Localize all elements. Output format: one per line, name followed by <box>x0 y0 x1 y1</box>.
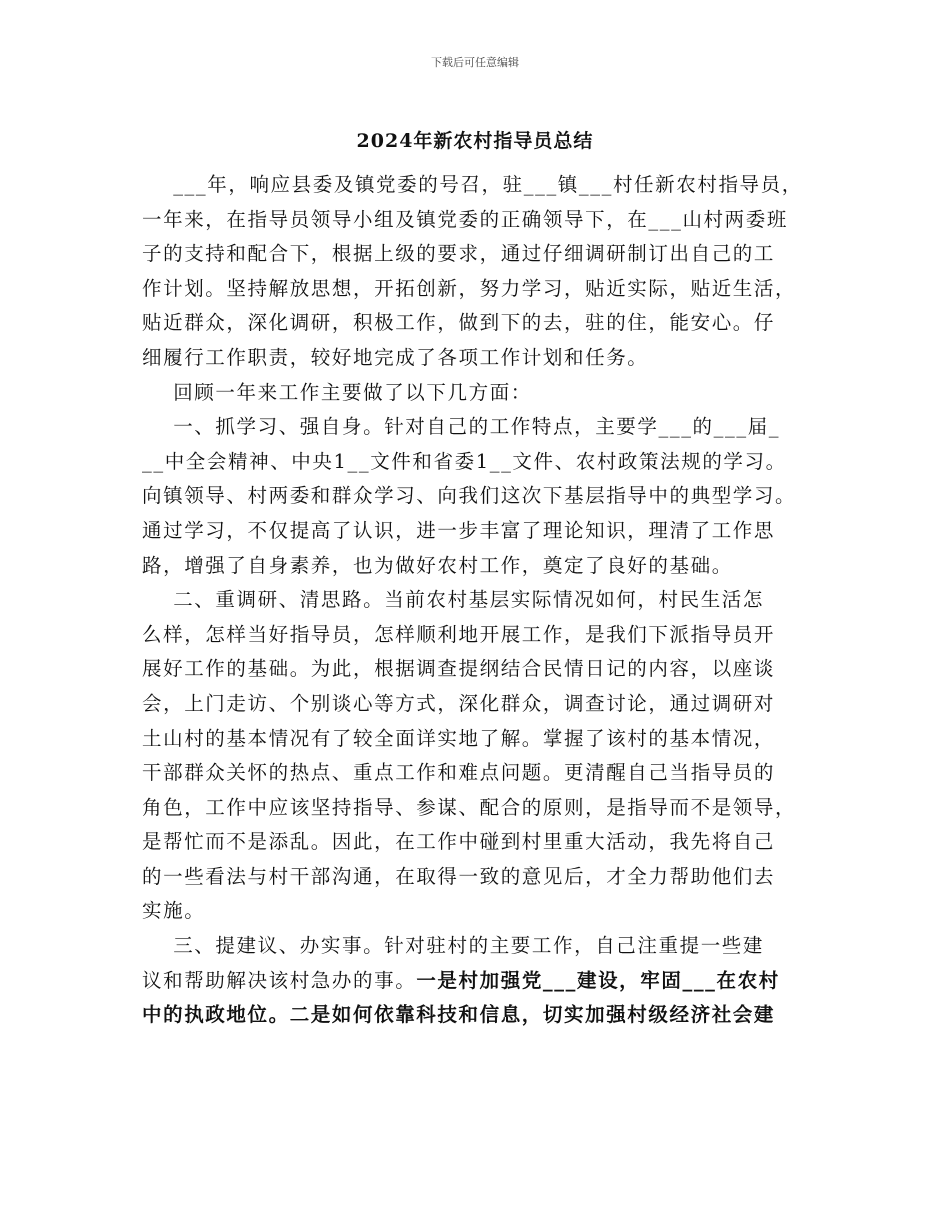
paragraph-line: 一年来，在指导员领导小组及镇党委的正确领导下，在___山村两委班 <box>142 207 788 231</box>
paragraph-line: 回顾一年来工作主要做了以下几方面： <box>142 380 532 404</box>
paragraph-line: 议和帮助解决该村急办的事。一是村加强党___建设，牢固___在农村 <box>142 968 780 992</box>
paragraph-line: 通过学习，不仅提高了认识，进一步丰富了理论知识，理清了工作思 <box>142 518 776 542</box>
paragraph-line: 角色，工作中应该坚持指导、参谋、配合的原则，是指导而不是领导， <box>142 795 797 819</box>
paragraph-line: 土山村的基本情况有了较全面详实地了解。掌握了该村的基本情况， <box>142 726 776 750</box>
paragraph-line: 的一些看法与村干部沟通，在取得一致的意见后，才全力帮助他们去 <box>142 864 776 888</box>
paragraph-line: ___年，响应县委及镇党委的号召，驻___镇___村任新农村指导员， <box>142 173 803 196</box>
paragraph-line: __中全会精神、中央1__文件和省委1__文件、农村政策法规的学习。 <box>142 449 787 473</box>
paragraph-line: 展好工作的基础。为此，根据调查提纲结合民情日记的内容，以座谈 <box>142 657 776 681</box>
header-note: 下载后可任意编辑 <box>431 56 519 69</box>
paragraph-line: 一、抓学习、强自身。针对自己的工作特点，主要学___的___届_ <box>142 415 781 439</box>
paragraph-line: 路，增强了自身素养，也为做好农村工作，奠定了良好的基础。 <box>142 553 733 577</box>
paragraph-line: 干部群众关怀的热点、重点工作和难点问题。更清醒自己当指导员的 <box>142 761 776 785</box>
paragraph-line: 贴近群众，深化调研，积极工作，做到下的去，驻的住，能安心。仔 <box>142 311 776 335</box>
document-body <box>142 168 814 1033</box>
paragraph-line: 细履行工作职责，较好地完成了各项工作计划和任务。 <box>142 345 649 369</box>
paragraph-line: 会，上门走访、个别谈心等方式，深化群众，调查讨论，通过调研对 <box>142 691 776 715</box>
paragraph-line: 是帮忙而不是添乱。因此，在工作中碰到村里重大活动，我先将自己 <box>142 830 776 854</box>
paragraph-line: 实施。 <box>142 899 206 923</box>
paragraph-line: 三、提建议、办实事。针对驻村的主要工作，自己注重提一些建 <box>142 934 764 958</box>
paragraph-line: 作计划。坚持解放思想，开拓创新，努力学习，贴近实际，贴近生活， <box>142 276 797 300</box>
paragraph-line: 二、重调研、清思路。当前农村基层实际情况如何，村民生活怎 <box>142 588 764 612</box>
paragraph-line: 向镇领导、村两委和群众学习、向我们这次下基层指导中的典型学习。 <box>142 484 797 508</box>
paragraph-line-bold: 中的执政地位。二是如何依靠科技和信息，切实加强村级经济社会建 <box>142 1003 776 1027</box>
paragraph-line: 子的支持和配合下，根据上级的要求，通过仔细调研制订出自己的工 <box>142 242 776 266</box>
bold-emphasis-text: 一是村加强党___建设，牢固___在农村 <box>416 968 780 992</box>
paragraph-line: 么样，怎样当好指导员，怎样顺利地开展工作，是我们下派指导员开 <box>142 622 776 646</box>
document-title: 2024年新农村指导员总结 <box>356 130 594 152</box>
